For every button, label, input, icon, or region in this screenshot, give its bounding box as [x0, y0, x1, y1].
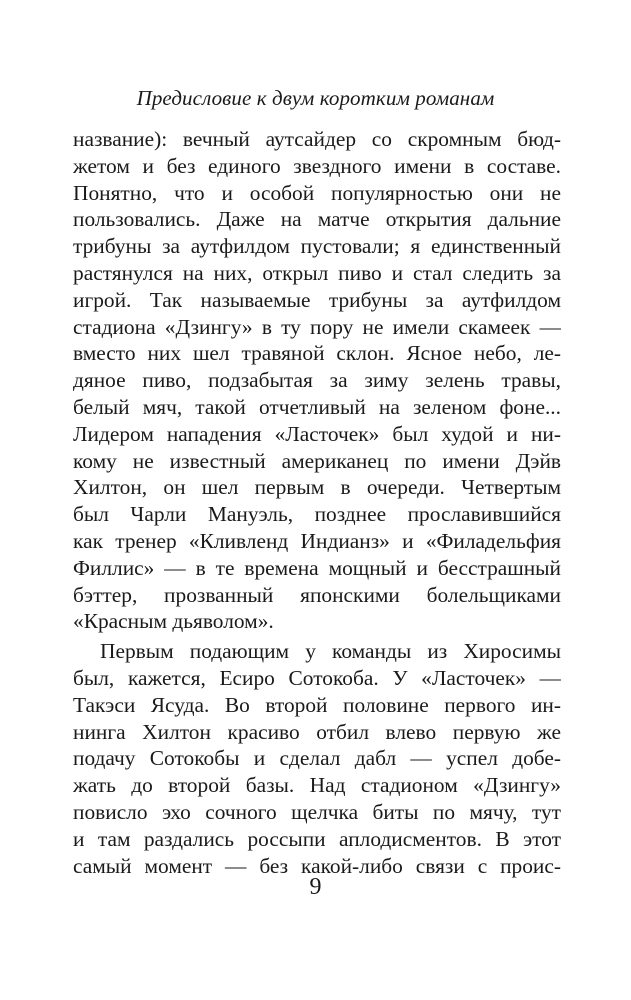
- text-line: вместо них шел травяной склон. Ясное небо, ле-: [73, 341, 561, 366]
- text-line: игрой. Так называемые трибуны за аутфилдом: [73, 287, 561, 312]
- text-line: Хилтон, он шел первым в очереди. Четвертым: [73, 475, 561, 500]
- text-line: белый мяч, такой отчетливый на зеленом фоне...: [73, 394, 561, 419]
- text-line: подачу Сотокобы и сделал дабл — успел добе-: [73, 746, 561, 771]
- text-line: пользовались. Даже на матче открытия дальние: [73, 207, 561, 232]
- text-line: и там раздались россыпи аплодисментов. В этот: [73, 826, 561, 851]
- text-line: бэттер, прозванный японскими болельщиками: [73, 582, 561, 607]
- page-number: 9: [309, 874, 322, 900]
- text-line: нинга Хилтон красиво отбил влево первую же: [73, 719, 561, 744]
- text-line: дяное пиво, подзабытая за зиму зелень травы,: [73, 368, 561, 393]
- text-line: как тренер «Кливленд Индианз» и «Филадельфия: [73, 528, 561, 553]
- text-line: трибуны за аутфилдом пустовали; я единственный: [73, 234, 561, 259]
- text-line: Такэси Ясуда. Во второй половине первого ин-: [73, 692, 561, 717]
- text-line: Первым подающим у команды из Хиросимы: [100, 639, 561, 664]
- text-line: жетом и без единого звездного имени в составе.: [73, 153, 561, 178]
- text-line: Понятно, что и особой популярностью они не: [73, 180, 561, 205]
- text-line: Лидером нападения «Ласточек» был худой и ни-: [73, 421, 561, 446]
- text-line: кому не известный американец по имени Дэйв: [73, 448, 561, 473]
- text-line: Филлис» — в те времена мощный и бесстрашный: [73, 555, 561, 580]
- text-line: был Чарли Мануэль, позднее прославившийся: [73, 502, 561, 527]
- text-line: название): вечный аутсайдер со скромным бюд-: [73, 127, 561, 151]
- text-line: повисло эхо сочного щелчка биты по мячу, тут: [73, 799, 561, 824]
- running-header: Предисловие к двум коротким романам: [136, 86, 495, 110]
- text-line: «Красным дьяволом».: [73, 609, 274, 634]
- body-text: [73, 126, 561, 879]
- text-line: растянулся на них, открыл пиво и стал следить за: [73, 260, 561, 285]
- text-line: стадиона «Дзингу» в ту пору не имели скамеек —: [73, 314, 561, 339]
- text-line: самый момент — без какой-либо связи с проис-: [73, 853, 561, 878]
- text-line: был, кажется, Есиро Сотокоба. У «Ласточек» —: [73, 665, 561, 690]
- text-line: жать до второй базы. Над стадионом «Дзингу»: [73, 773, 561, 798]
